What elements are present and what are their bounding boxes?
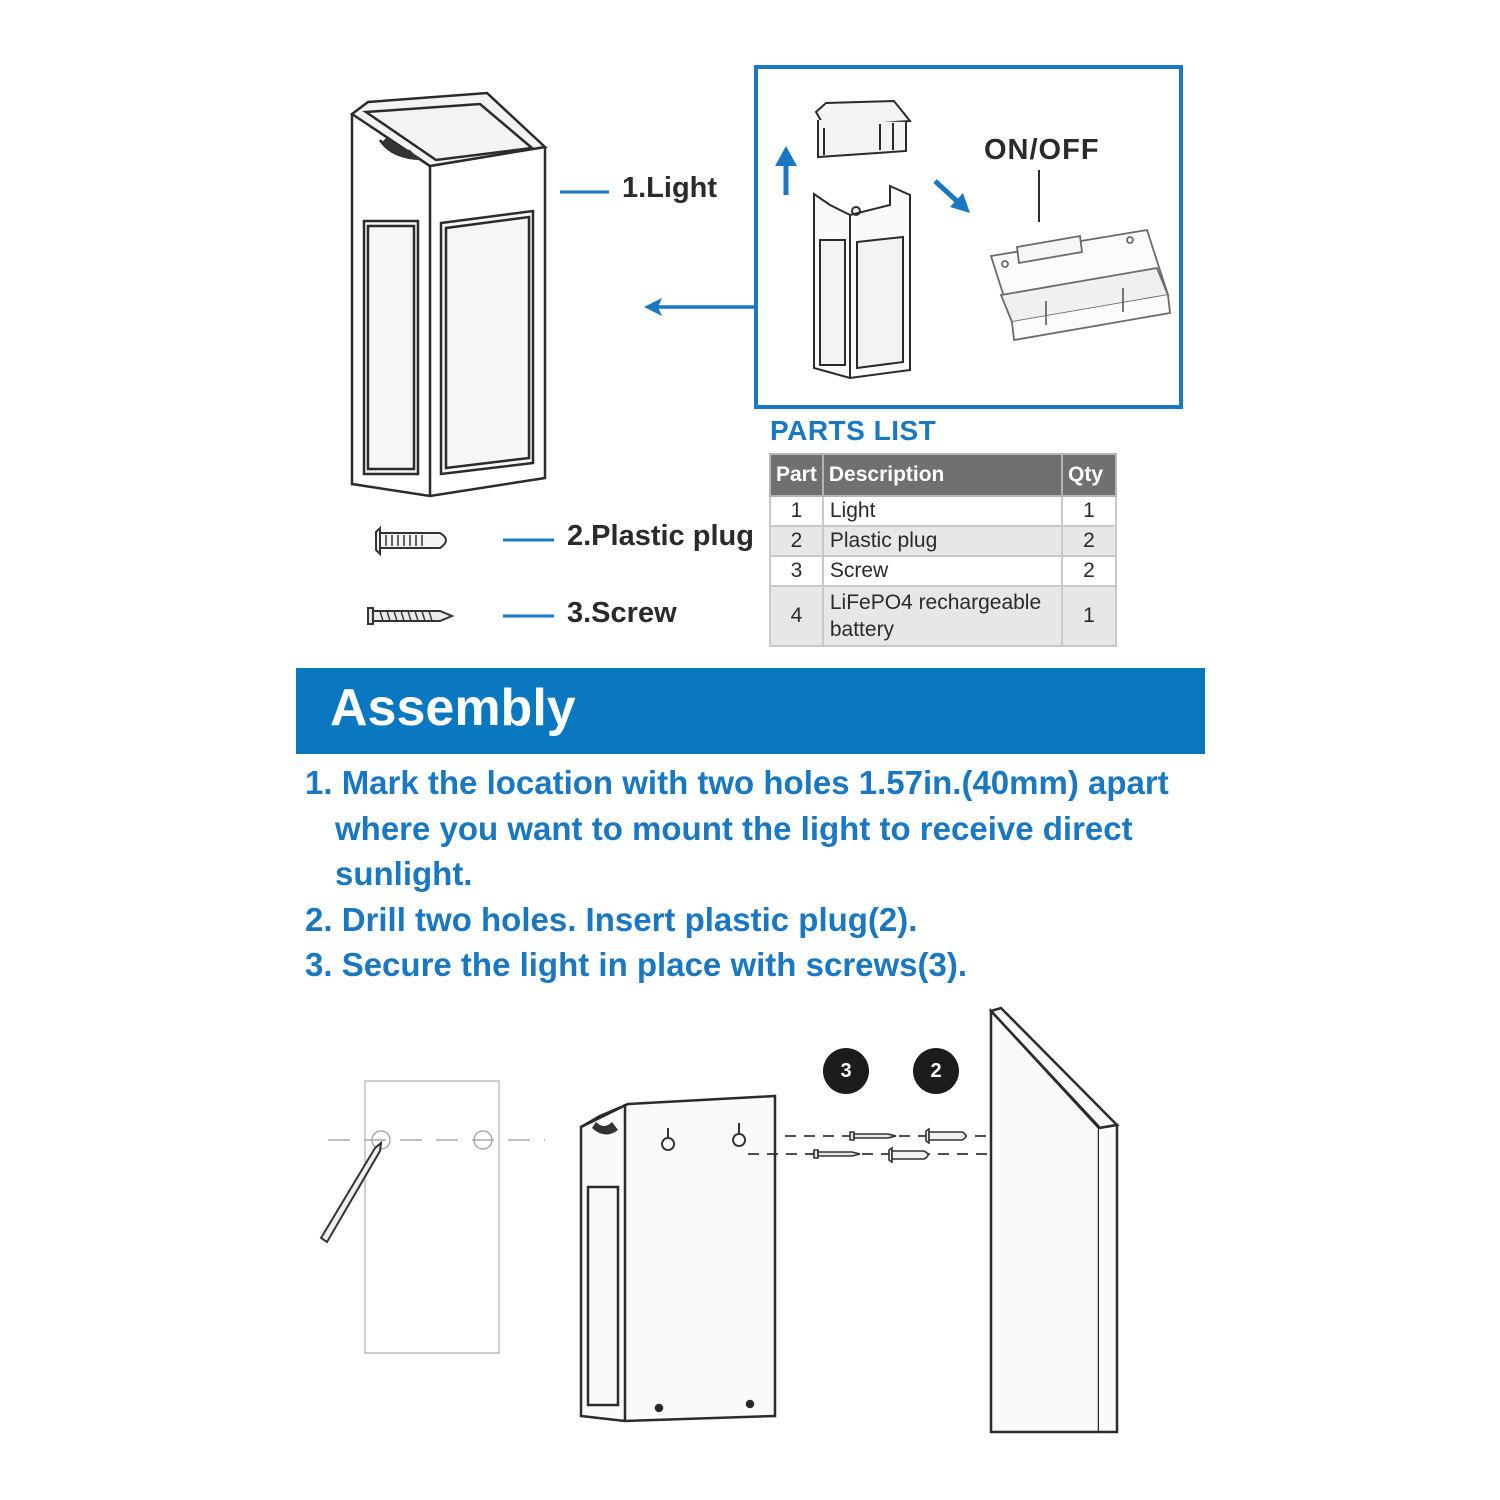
cell-description: Plastic plug (823, 526, 1062, 556)
cell-part: 4 (770, 586, 823, 646)
callout-plug-badge: 2 (913, 1048, 959, 1094)
header-part: Part (770, 454, 823, 496)
assembly-step-1: 1. Mark the location with two holes 1.57in.(40mm) apart where you want to mount the light to receive direct sunlight. (305, 764, 1169, 892)
cell-description: LiFePO4 rechargeable battery (823, 586, 1062, 646)
cell-part: 3 (770, 556, 823, 586)
cell-part: 1 (770, 496, 823, 526)
on-off-label: ON/OFF (984, 134, 1100, 166)
cell-part: 2 (770, 526, 823, 556)
header-description: Description (823, 454, 1062, 496)
assembly-title: Assembly (330, 679, 576, 737)
cell-qty: 2 (1062, 526, 1116, 556)
cell-description: Light (823, 496, 1062, 526)
assembly-step-2: 2. Drill two holes. Insert plastic plug(2). (305, 900, 918, 938)
parts-list-title: PARTS LIST (770, 415, 937, 446)
cell-description: Screw (823, 556, 1062, 586)
callout-screw-badge: 3 (823, 1048, 869, 1094)
light-label: 1.Light (622, 172, 718, 204)
plastic-plug-label: 2.Plastic plug (567, 520, 754, 552)
cell-qty: 1 (1062, 496, 1116, 526)
cell-qty: 1 (1062, 586, 1116, 646)
assembly-step-3: 3. Secure the light in place with screws(3). (305, 946, 968, 983)
pencil-icon (321, 1143, 381, 1242)
screw-label: 3.Screw (567, 597, 677, 629)
header-qty: Qty (1062, 454, 1116, 496)
cell-qty: 2 (1062, 556, 1116, 586)
